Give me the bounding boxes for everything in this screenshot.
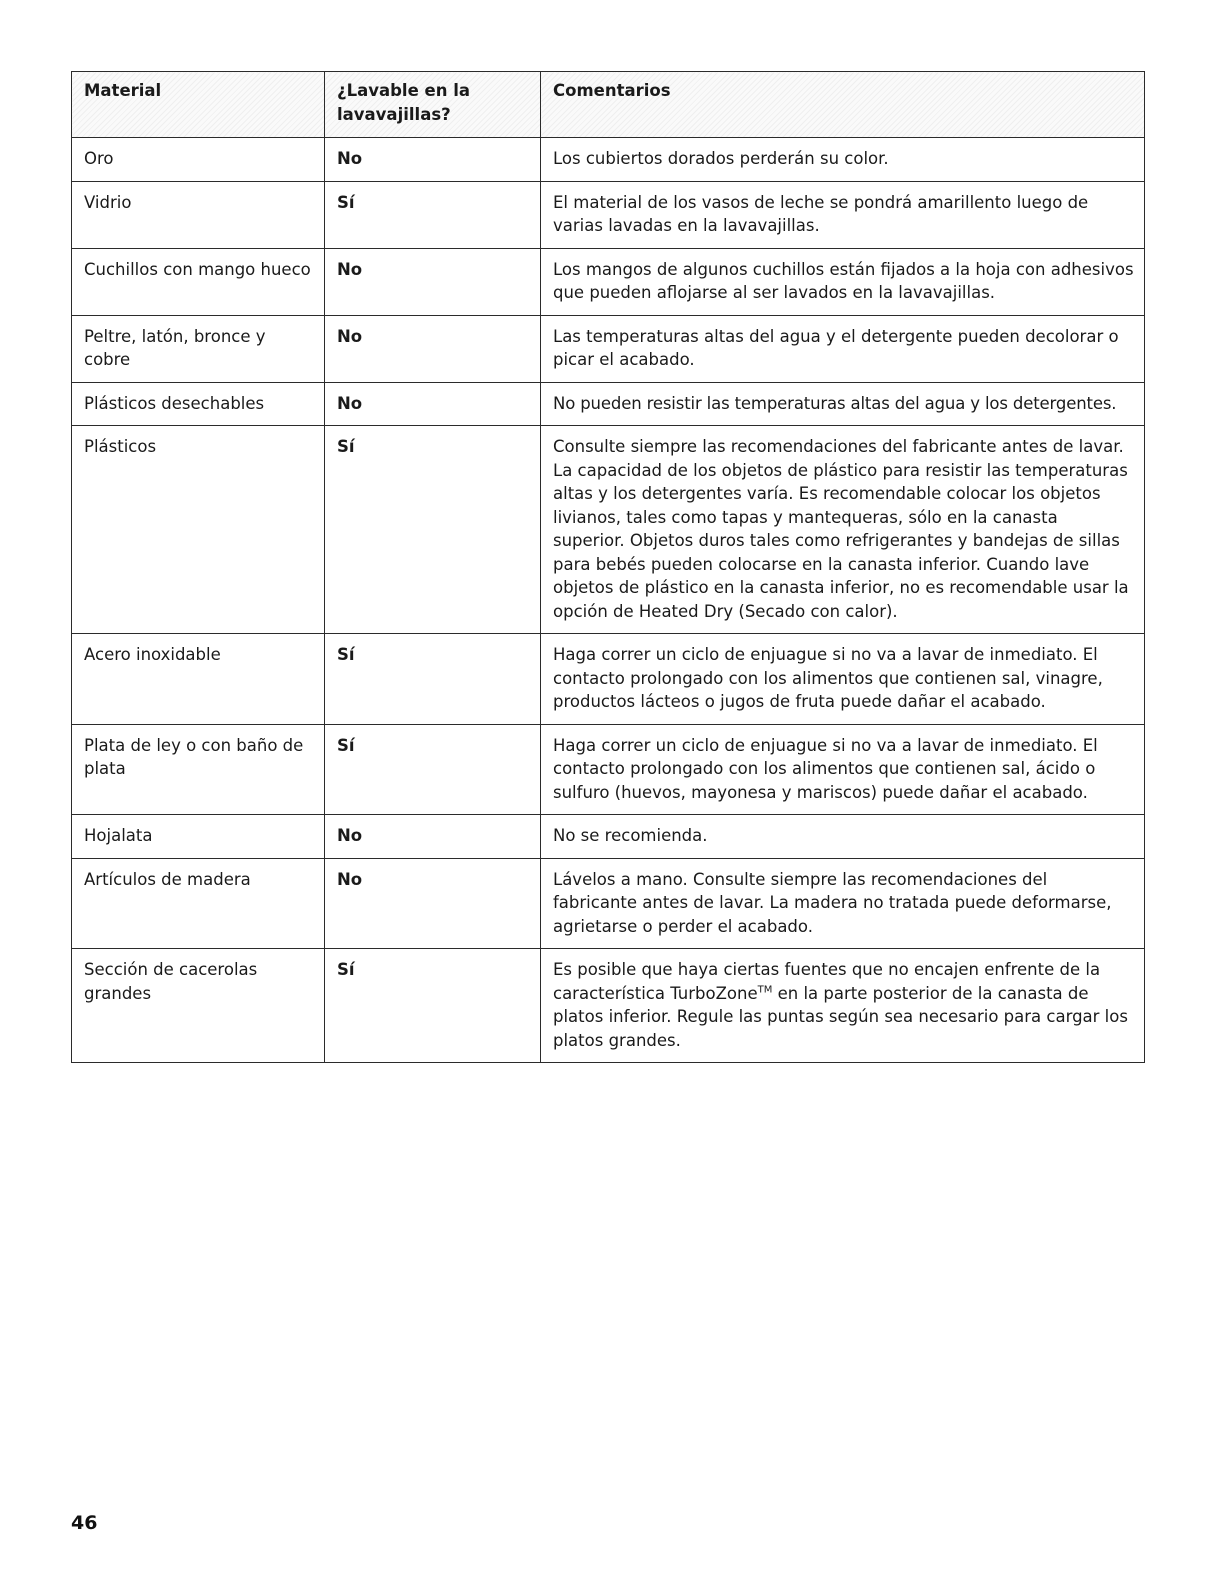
table-row — [72, 426, 1145, 634]
material-cell: Plásticos desechables — [72, 382, 325, 426]
material-cell: Artículos de madera — [72, 858, 325, 949]
comment-cell — [541, 949, 1145, 1063]
table-row — [72, 382, 1145, 426]
header-washable: ¿Lavable en la lavavajillas? — [325, 72, 541, 138]
table-header-row — [72, 72, 1145, 138]
material-cell: Peltre, latón, bronce y cobre — [72, 315, 325, 382]
page-number: 46 — [71, 1512, 98, 1534]
material-cell: Plata de ley o con baño de plata — [72, 724, 325, 815]
comment-cell: Los mangos de algunos cuchillos están fijados a la hoja con adhesivos que pueden aflojarse al ser lavados en la lavavajillas. — [541, 248, 1145, 315]
comment-cell: No se recomienda. — [541, 815, 1145, 859]
table-row — [72, 815, 1145, 859]
comment-text: en la parte posterior de la canasta de platos inferior. Regule las puntas según sea necesario para cargar los platos grandes. — [553, 983, 1128, 1050]
material-cell: Acero inoxidable — [72, 634, 325, 725]
comment-cell: Lávelos a mano. Consulte siempre las recomendaciones del fabricante antes de lavar. La madera no tratada puede deformarse, agrietarse o perder el acabado. — [541, 858, 1145, 949]
comment-cell: No pueden resistir las temperaturas altas del agua y los detergentes. — [541, 382, 1145, 426]
washable-cell: Sí — [325, 181, 541, 248]
comment-cell: El material de los vasos de leche se pondrá amarillento luego de varias lavadas en la lavavajillas. — [541, 181, 1145, 248]
washable-cell: Sí — [325, 426, 541, 634]
comment-text: Es posible que haya ciertas fuentes que no encajen enfrente de la característica TurboZone — [553, 960, 1101, 1003]
material-cell: Oro — [72, 138, 325, 182]
material-cell: Hojalata — [72, 815, 325, 859]
material-cell: Plásticos — [72, 426, 325, 634]
table-row — [72, 724, 1145, 815]
washable-cell: No — [325, 382, 541, 426]
comment-cell: Las temperaturas altas del agua y el detergente pueden decolorar o picar el acabado. — [541, 315, 1145, 382]
dishwasher-materials-table — [71, 71, 1145, 1063]
washable-cell: Sí — [325, 724, 541, 815]
table-row — [72, 949, 1145, 1063]
table-row — [72, 138, 1145, 182]
washable-cell: No — [325, 315, 541, 382]
comment-cell: Consulte siempre las recomendaciones del fabricante antes de lavar. La capacidad de los objetos de plástico para resistir las temperaturas altas y los detergentes varía. Es recomendable colocar los objetos livianos, tales como tapas y mantequeras, sólo en la canasta superior. Objetos duros tales como refrigerantes y bandejas de sillas para bebés pueden colocarse en la canasta inferior. Cuando lave objetos de plástico en la canasta inferior, no es recomendable usar la opción de Heated Dry (Secado con calor). — [541, 426, 1145, 634]
material-cell: Cuchillos con mango hueco — [72, 248, 325, 315]
comment-cell: Haga correr un ciclo de enjuague si no va a lavar de inmediato. El contacto prolongado con los alimentos que contienen sal, vinagre, productos lácteos o jugos de fruta puede dañar el acabado. — [541, 634, 1145, 725]
table-row — [72, 634, 1145, 725]
washable-cell: No — [325, 858, 541, 949]
material-cell: Vidrio — [72, 181, 325, 248]
header-material: Material — [72, 72, 325, 138]
table-row — [72, 248, 1145, 315]
table-row — [72, 858, 1145, 949]
header-comments: Comentarios — [541, 72, 1145, 138]
table-row — [72, 315, 1145, 382]
washable-cell: No — [325, 138, 541, 182]
comment-cell: Los cubiertos dorados perderán su color. — [541, 138, 1145, 182]
table-row — [72, 181, 1145, 248]
material-cell: Sección de cacerolas grandes — [72, 949, 325, 1063]
washable-cell: Sí — [325, 949, 541, 1063]
trademark-mark: TM — [757, 984, 773, 995]
washable-cell: No — [325, 815, 541, 859]
washable-cell: Sí — [325, 634, 541, 725]
washable-cell: No — [325, 248, 541, 315]
comment-cell: Haga correr un ciclo de enjuague si no va a lavar de inmediato. El contacto prolongado con los alimentos que contienen sal, ácido o sulfuro (huevos, mayonesa y mariscos) puede dañar el acabado. — [541, 724, 1145, 815]
